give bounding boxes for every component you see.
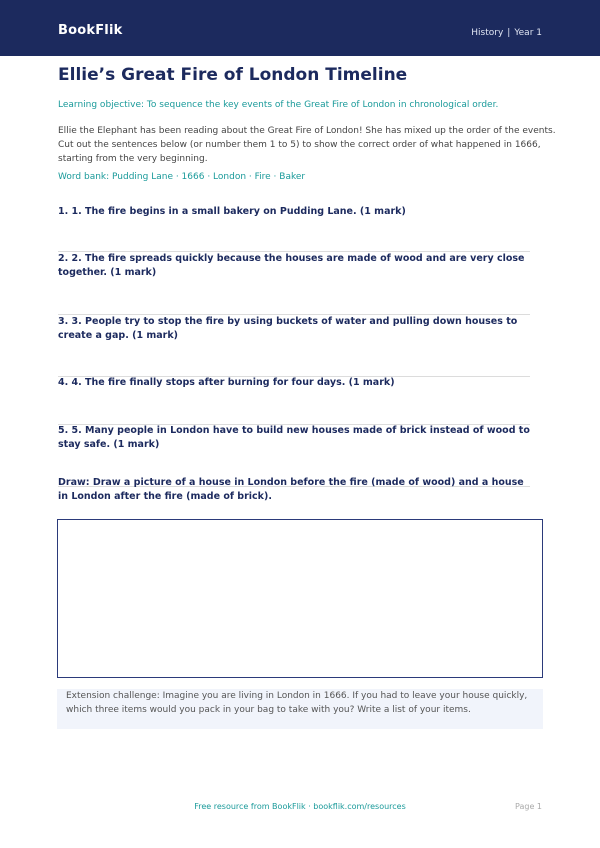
draw-prompt: Draw: Draw a picture of a house in London before the fire (made of wood) and a house in London after the fire (made of brick). <box>58 477 524 502</box>
subject-label: History <box>471 28 504 38</box>
question-5: 5. 5. Many people in London have to build new houses made of brick instead of wood to stay safe. (1 mark) <box>58 425 530 450</box>
page-number: Page 1 <box>515 802 542 811</box>
page-title: Ellie’s Great Fire of London Timeline <box>58 65 408 85</box>
question-1: 1. 1. The fire begins in a small bakery on Pudding Lane. (1 mark) <box>58 206 406 217</box>
extension-panel <box>57 689 543 729</box>
footer-text: Free resource from BookFlik · bookflik.com/resources <box>194 802 406 811</box>
header-meta <box>471 28 542 38</box>
extension-text: Extension challenge: Imagine you are living in London in 1666. If you had to leave your house quickly, which three items would you pack in your bag to take with you? Write a list of your items. <box>66 691 528 715</box>
meta-separator: | <box>507 28 511 38</box>
intro-text: Ellie the Elephant has been reading about the Great Fire of London! She has mixed up the order of the events. Cut out the sentences below (or number them 1 to 5) to show the correct order of what happened in 1666, starting from the very beginning. <box>58 126 556 164</box>
year-label: Year 1 <box>514 28 542 38</box>
brand-logo: BookFlik <box>58 23 123 38</box>
header-bar <box>0 0 600 56</box>
learning-objective: Learning objective: To sequence the key events of the Great Fire of London in chronological order. <box>58 100 499 110</box>
question-3: 3. 3. People try to stop the fire by using buckets of water and pulling down houses to create a gap. (1 mark) <box>58 316 518 341</box>
question-2: 2. 2. The fire spreads quickly because the houses are made of wood and are very close together. (1 mark) <box>58 253 525 278</box>
drawing-area[interactable] <box>57 519 543 678</box>
word-bank: Word bank: Pudding Lane · 1666 · London · Fire · Baker <box>58 172 306 182</box>
question-4: 4. 4. The fire finally stops after burning for four days. (1 mark) <box>58 377 395 388</box>
